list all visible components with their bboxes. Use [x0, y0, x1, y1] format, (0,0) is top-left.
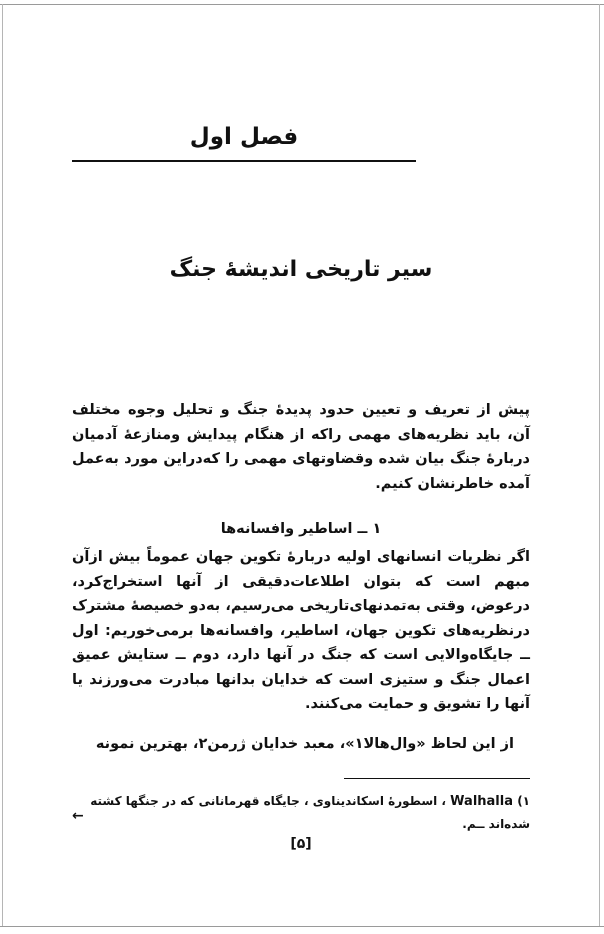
intro-paragraph: پیش از تعریف و تعیین حدود پدیدهٔ جنگ و تحلیل وجوه مختلف آن، باید نظریه‌های مهمی راکه از هنگام پیدایش ومنازعهٔ آدمیان دربارهٔ جنگ بیان شده وقضاوتهای مهمی را که‌دراین مورد به‌عمل آمده خاطرنشان کنیم. — [72, 402, 530, 492]
chapter-title-rule — [72, 160, 416, 162]
subsection-paragraph: اگر نظریات انسانهای اولیه دربارهٔ تکوین جهان عموماً بیش ازآن مبهم است که بتوان اطلاعات‌دقیقی از آنها استخراج‌کرد، درعوض، وقتی به‌تمدنهای‌تاریخی می‌رسیم، به‌دو خصیصهٔ مشترک درنظریه‌های تکوین جهان، اساطیر، وافسانه‌ها برمی‌خوریم: اول ــ جایگاه‌والایی است که جنگ در آنها دارد، دوم ــ ستایش عمیق اعمال جنگ و ستیزی است که خدایان بدانها مبادرت می‌ورزند یا آنها را تشویق و حمایت می‌کنند. — [72, 549, 530, 712]
subsection-heading: ۱ ــ اساطیر وافسانه‌ها — [220, 521, 382, 537]
continuation-text: از این لحاظ «وال‌هالا۱»، معبد خدایان ژرمن۲، بهترین نمونه — [95, 736, 514, 752]
footnote-latin-term: Walhalla — [450, 794, 513, 809]
footnote-marker: ۱) — [517, 794, 530, 808]
footnote — [72, 790, 530, 835]
footnote-separator — [344, 778, 530, 779]
chapter-title: فصل اول — [189, 124, 299, 150]
section-title: سیر تاریخی اندیشهٔ جنگ — [169, 257, 433, 282]
continuation-paragraph — [72, 732, 530, 757]
page-number: [۵] — [290, 836, 312, 852]
footnote-text: ، اسطورهٔ اسکاندیناوی ، جایگاه قهرمانانی که در جنگها کشته شده‌اند ــم. — [90, 794, 530, 831]
continuation-arrow-icon: ← — [72, 808, 84, 824]
